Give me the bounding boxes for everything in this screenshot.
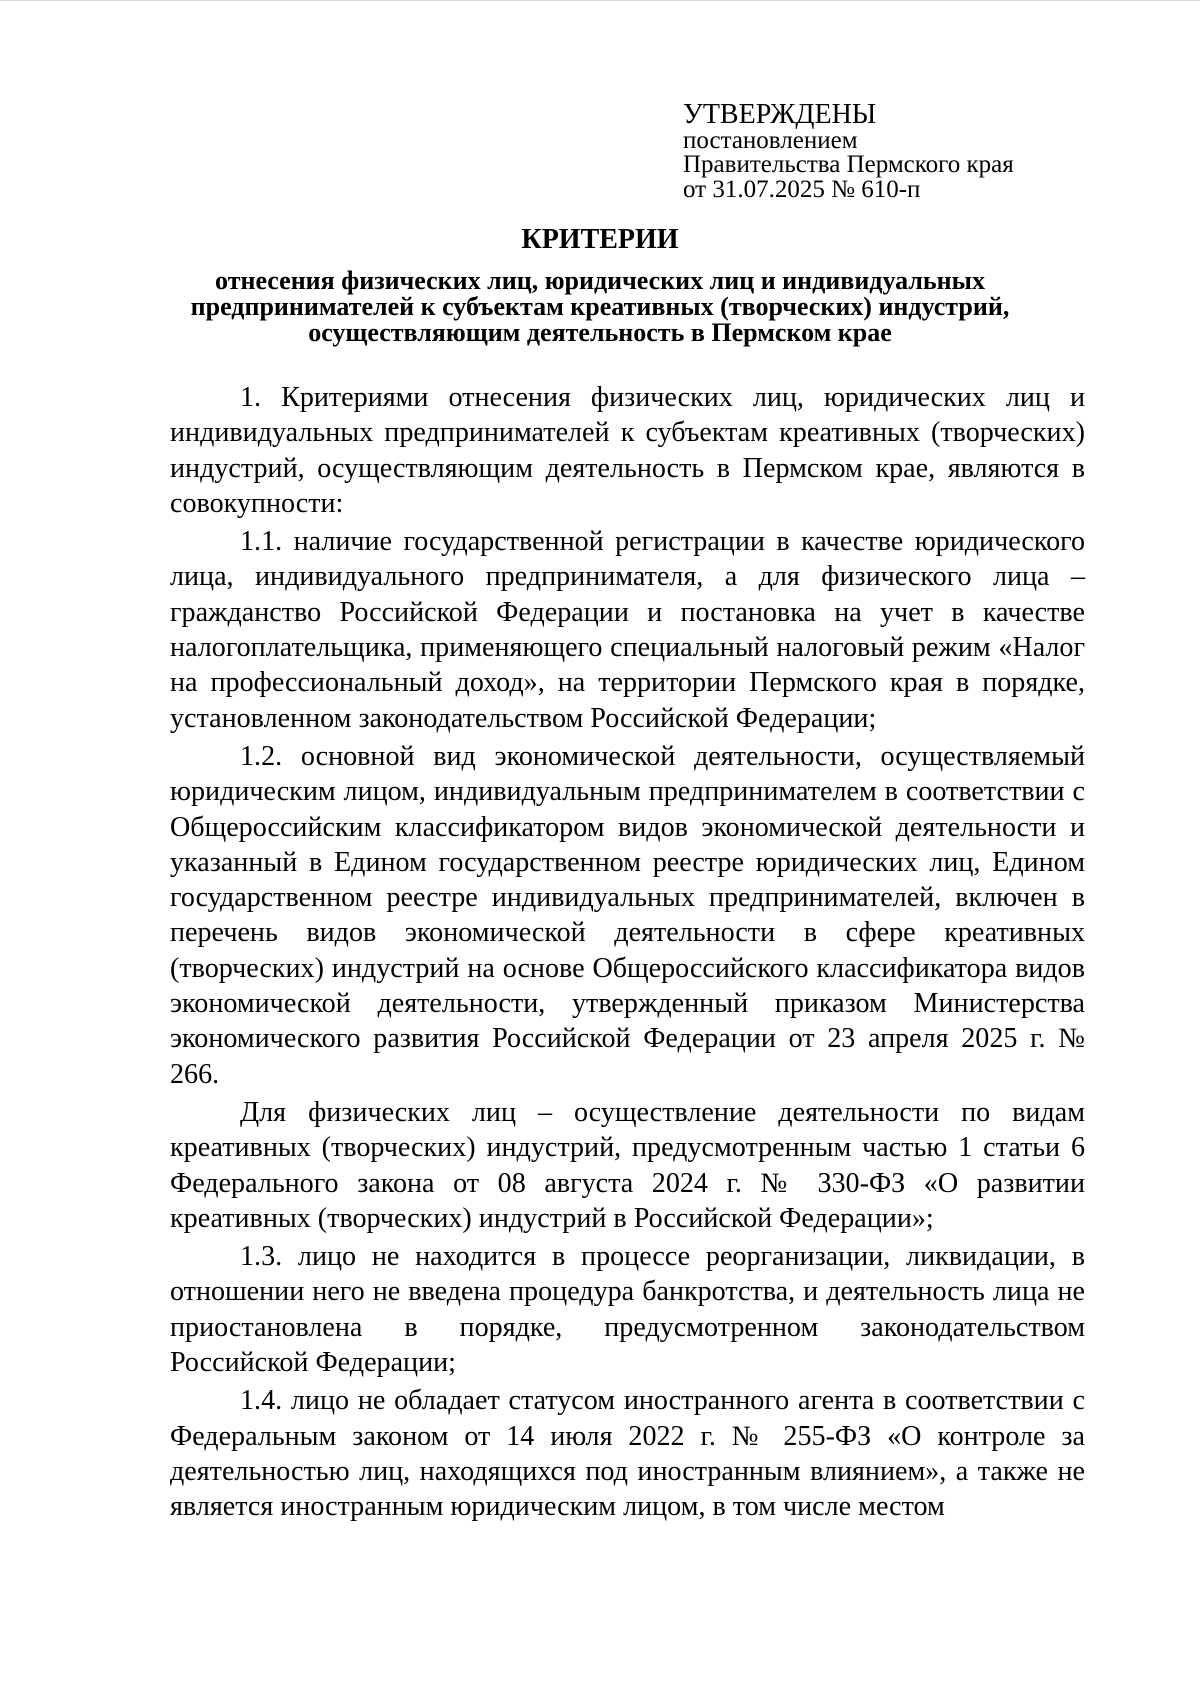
paragraph-individuals: Для физических лиц – осуществление деятельности по видам креативных (творческих) индустрий, предусмотренным частью 1 статьи 6 Федерального закона от 08 августа 2024 г. № 330-ФЗ «О развитии креативных (творческих) индустрий в Российской Федерации»; (170, 1096, 1085, 1234)
approval-line-1: постановлением (683, 127, 858, 154)
paragraph-1-4: 1.4. лицо не обладает статусом иностранного агента в соответствии с Федеральным законом от 14 июля 2022 г. № 255-ФЗ «О контроле за деятельностью лиц, находящихся под иностранным влиянием», а также не является иностранным юридическим лицом, в том числе местом (170, 1385, 1085, 1523)
approval-title: УТВЕРЖДЕНЫ (683, 99, 877, 130)
document-body (170, 380, 1085, 1525)
approval-line-2: Правительства Пермского края (683, 151, 1014, 179)
document-subtitle: отнесения физических лиц, юридических лиц и индивидуальных предпринимателей к субъектам креативных (творческих) индустрий, осуществляющим деятельность в Пермском крае (190, 266, 1010, 347)
paragraph-1-3: 1.3. лицо не находится в процессе реорганизации, ликвидации, в отношении него не введена процедура банкротства, и деятельность лица не приостановлена в порядке, предусмотренном законодательством Российской Федерации; (170, 1241, 1085, 1379)
approval-line-3: от 31.07.2025 № 610-п (683, 175, 921, 203)
scan-edge (0, 0, 1200, 1)
paragraph-1: 1. Критериями отнесения физических лиц, юридических лиц и индивидуальных предпринимателей к субъектам креативных (творческих) индустрий, осуществляющим деятельность в Пермском крае, являются в совокупности: (170, 382, 1085, 519)
document-title: КРИТЕРИИ (521, 224, 679, 255)
paragraph-1-2: 1.2. основной вид экономической деятельности, осуществляемый юридическим лицом, индивидуальным предпринимателем в соответствии с Общероссийским классификатором видов экономической деятельности и указанный в Едином государственном реестре юридических лиц, Едином государственном реестре индивидуальных предпринимателей, включен в перечень видов экономической деятельности в сфере креативных (творческих) индустрий на основе Общероссийского классификатора видов экономической деятельности, утвержденный приказом Министерства экономического развития Российской Федерации от 23 апреля 2025 г. № 266. (170, 740, 1085, 1090)
paragraph-1-1: 1.1. наличие государственной регистрации в качестве юридического лица, индивидуального предпринимателя, а для физического лица – гражданство Российской Федерации и постановка на учет в качестве налогоплательщика, применяющего специальный налоговый режим «Налог на профессиональный доход», на территории Пермского края в порядке, установленном законодательством Российской Федерации; (170, 526, 1085, 734)
approval-stamp (683, 101, 1103, 202)
